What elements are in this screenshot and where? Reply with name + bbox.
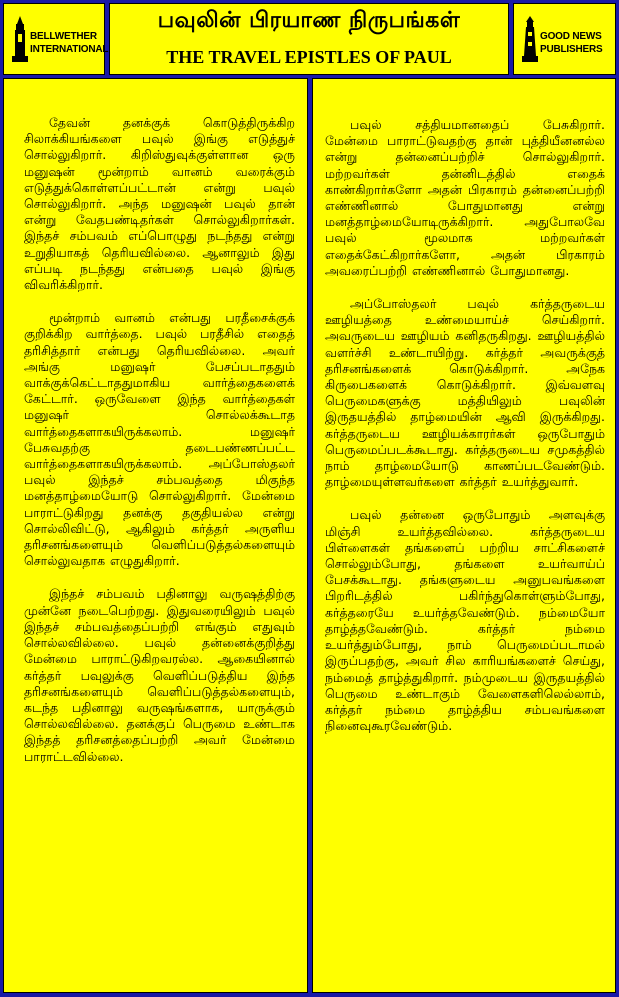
left-paragraph-2: மூன்றாம் வானம் என்பது பரதீசைக்குக் குறிக்கிற வார்த்தை. பவுல் பரதீசில் எதைத் தரிசித்தார் என்பது தெரியவில்லை. அவர் அங்கு மனுஷர் பேசப்படாததும் வாக்குக்கெட்டாததுமாகிய வார்த்தைகளைக் கேட்டார். ஒருவேளை இந்த வார்த்தைகள் மனுஷர் சொல்லக்கூடாத வார்த்தைகளாகயிருக்கலாம். மனுஷர் பேசுவதற்கு தடைபண்ணப்பட்ட வார்த்தைகளாகயிருக்கலாம். அப்போஸ்தலர் பவுல் இந்தச் சம்பவத்தை மிகுந்த மனத்தாழ்மையோடு சொல்லுகிறார். மேன்மை பாராட்டுகிறது தனக்கு தகுதியல்ல என்று சொல்லிவிட்டு, ஆகிலும் கர்த்தர் அருளிய தரிசனங்களையும் வெளிப்படுத்தல்களையும் சொல்லுவதாக எழுதுகிறார். — [24, 310, 295, 569]
publisher-left-line-2: INTERNATIONAL — [30, 44, 109, 55]
publisher-logo-right — [513, 3, 616, 75]
right-paragraph-1: பவுல் சத்தியமானதைப் பேசுகிறார். மேன்மை பாராட்டுவதற்கு தான் புத்தியீனனல்ல என்று தன்னைப்பற்றிச் சொல்லுகிறார். மற்றவர்கள் தன்னிடத்தில் எதைக் காண்கிறார்களோ அதன் பிரகாரம் தன்னைப்பற்றி எண்ணினால் போதுமானது என்று மனத்தாழ்மையோடிருக்கிறார். அதுபோலவே பவுல் மூலமாக மற்றவர்கள் எதைக்கேட்கிறார்களோ, அதன் பிரகாரம் அவரைப்பற்றி எண்ணினால் போதுமானது. — [325, 117, 605, 278]
left-column-text — [24, 115, 295, 782]
title-box — [109, 3, 509, 75]
right-column-text — [325, 117, 605, 751]
right-paragraph-2: அப்போஸ்தலர் பவுல் கர்த்தருடைய ஊழியத்தை உண்மையாய்ச் செய்கிறார். அவருடைய ஊழியம் கனிதருகிறது. ஊழியத்தில் வளர்ச்சி உண்டாயிற்று. கர்த்தர் அவருக்குத் தரிசனங்களைக் கொடுக்கிறார். அநேக கிருபைகளைக் கொடுக்கிறார். இவ்வளவு பெருமைகளுக்கு மத்தியிலும் பவுலின் இருதயத்தில் தாழ்மையின் ஆவி இருக்கிறது. கர்த்தருடைய ஊழியக்காரர்கள் ஒருபோதும் பெருமைப்படக்கூடாது. கர்த்தருடைய சமுகத்தில் நாம் தாழ்மையோடு காணப்படவேண்டும். தாழ்மையுள்ளவர்களை கர்த்தர் உயர்த்துவார். — [325, 296, 605, 490]
left-paragraph-3: இந்தச் சம்பவம் பதினாலு வருஷத்திற்கு முன்னே நடைபெற்றது. இதுவரையிலும் பவுல் இந்தச் சம்பவத்தைப்பற்றி எங்கும் எதுவும் சொல்லவில்லை. பவுல் தன்னைக்குறித்து மேன்மை பாராட்டுகிறவரல்ல. ஆகையினால் கர்த்தர் பவுலுக்கு வெளிப்படுத்திய இந்த தரிசனங்களையும் வெளிப்படுத்தல்களையும், கடந்த பதினாலு வருஷங்களாக, யாருக்கும் சொல்லவில்லை. தனக்குப் பெருமை உண்டாக இந்தத் தரிசனத்தைப்பற்றி அவர் மேன்மை பாராட்டவில்லை. — [24, 586, 295, 764]
right-column — [312, 78, 616, 993]
left-paragraph-1: தேவன் தனக்குக் கொடுத்திருக்கிற சிலாக்கியங்களை பவுல் இங்கு எடுத்துச் சொல்லுகிறார். கிறிஸ்துவுக்குள்ளான ஒரு மனுஷன் மூன்றாம் வானம் வரைக்கும் எடுத்துக்கொள்ளப்பட்டான் என்று பவுல் சொல்லுகிறார். அந்த மனுஷன் பவுல் தான் என்று வேதபண்டிதர்கள் சொல்லுகிறார்கள். இந்தச் சம்பவம் எப்பொழுது நடந்தது என்று உறுதியாகத் தெரியவில்லை. ஆனாலும் இது எப்படி நடந்தது என்பதை பவுல் இங்கு விவரிக்கிறார். — [24, 115, 295, 293]
bell-tower-icon — [12, 16, 28, 62]
publisher-right-line-2: PUBLISHERS — [540, 44, 603, 55]
right-paragraph-3: பவுல் தன்னை ஒருபோதும் அளவுக்கு மிஞ்சி உயர்த்தவில்லை. கர்த்தருடைய பிள்ளைகள் தங்களைப் பற்றிய சாட்சிகளைச் சொல்லும்போது, தங்களை உயர்வாய்ப் பேசக்கூடாது. தங்களுடைய அனுபவங்களை பிறரிடத்தில் பகிர்ந்துகொள்ளும்போது, கர்த்தரையே உயர்த்தவேண்டும். நம்மையோ தாழ்த்தவேண்டும். கர்த்தர் நம்மை உயர்த்தும்போது, நாம் பெருமைப்படாமல் இருப்பதற்கு, அவர் சில காரியங்களைச் செய்து, நம்மைத் தாழ்த்துகிறார். நம்முடைய இருதயத்தில் பெருமை உண்டாகும் வேளைகளிலெல்லாம், கர்த்தர் நம்மை தாழ்த்திய சம்பவங்களை நினைவுகூரவேண்டும். — [325, 507, 605, 734]
publisher-left-line-1: BELLWETHER — [30, 31, 97, 42]
publisher-logo-left — [3, 3, 109, 75]
left-column — [3, 78, 308, 993]
lighthouse-icon — [522, 16, 538, 62]
title-english: THE TRAVEL EPISTLES OF PAUL — [166, 47, 452, 67]
title-tamil: பவுலின் பிரயாண நிருபங்கள் — [157, 8, 461, 33]
publisher-right-line-1: GOOD NEWS — [540, 31, 602, 42]
